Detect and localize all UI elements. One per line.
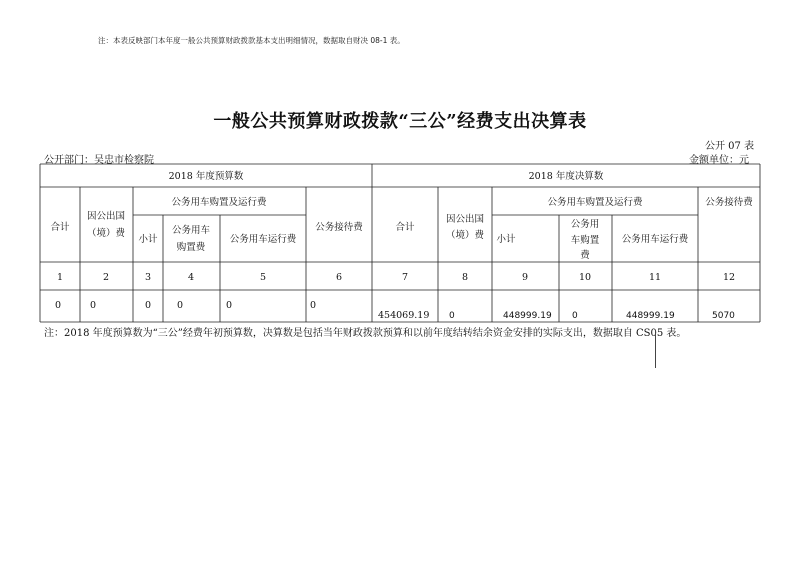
final-reception-header: 公务接待费 xyxy=(705,197,753,208)
final-purchase-header-line2: 车购置 xyxy=(570,235,600,246)
data-cell: 5070 xyxy=(712,311,735,321)
data-cell: 0 xyxy=(90,300,97,311)
final-purchase-header-line1: 公务用 xyxy=(570,219,600,230)
department-label: 公开部门：吴忠市检察院 xyxy=(44,155,154,166)
data-cell: 0 xyxy=(310,300,317,311)
budget-subtotal-header: 小计 xyxy=(138,234,158,245)
index-cell: 11 xyxy=(648,272,662,283)
budget-total-header: 合计 xyxy=(50,222,70,233)
data-cell: 0 xyxy=(449,311,455,321)
amount-unit-label: 金额单位：元 xyxy=(689,155,749,166)
form-number: 公开 07 表 xyxy=(705,141,755,152)
budget-purchase-header-line2: 购置费 xyxy=(176,242,206,253)
budget-vehicle-group-header: 公务用车购置及运行费 xyxy=(171,197,267,208)
index-cell: 5 xyxy=(259,272,267,283)
final-total-header: 合计 xyxy=(395,222,415,233)
budget-abroad-header-line1: 因公出国 xyxy=(86,211,126,222)
data-cell: 0 xyxy=(145,300,152,311)
index-cell: 7 xyxy=(401,272,409,283)
index-cell: 8 xyxy=(461,272,469,283)
budget-group-header: 2018 年度预算数 xyxy=(168,171,244,182)
final-vehicle-group-header: 公务用车购置及运行费 xyxy=(547,197,643,208)
bottom-note: 注：2018 年度预算数为“三公”经费年初预算数，决算数是包括当年财政拨款预算和以前年度结转结余资金安排的实际支出，数据取自 CS05 表。 xyxy=(44,328,687,339)
data-cell: 0 xyxy=(177,300,184,311)
index-cell: 1 xyxy=(56,272,64,283)
final-abroad-header-line2: （境）费 xyxy=(445,230,485,241)
budget-abroad-header-line2: （境）费 xyxy=(86,228,126,239)
data-cell: 0 xyxy=(55,300,62,311)
top-note: 注：本表反映部门本年度一般公共预算财政拨款基本支出明细情况，数据取自财决 08-1 表。 xyxy=(98,36,405,45)
data-cell: 448999.19 xyxy=(503,311,552,321)
budget-running-header: 公务用车运行费 xyxy=(229,234,297,245)
final-group-header: 2018 年度决算数 xyxy=(528,171,604,182)
final-subtotal-header: 小计 xyxy=(496,234,516,245)
data-cell: 454069.19 xyxy=(378,310,430,321)
index-cell: 6 xyxy=(335,272,343,283)
index-cell: 3 xyxy=(144,272,152,283)
index-cell: 4 xyxy=(187,272,195,283)
final-purchase-header-line3: 费 xyxy=(580,250,590,261)
index-cell: 9 xyxy=(521,272,529,283)
budget-reception-header: 公务接待费 xyxy=(315,222,363,233)
budget-purchase-header-line1: 公务用车 xyxy=(171,225,211,236)
index-cell: 12 xyxy=(722,272,736,283)
index-cell: 2 xyxy=(102,272,110,283)
data-cell: 0 xyxy=(572,311,578,321)
final-running-header: 公务用车运行费 xyxy=(621,234,689,245)
index-cell: 10 xyxy=(578,272,592,283)
data-cell: 0 xyxy=(226,300,233,311)
final-abroad-header-line1: 因公出国 xyxy=(445,214,485,225)
page-title: 一般公共预算财政拨款“三公”经费支出决算表 xyxy=(213,111,587,132)
data-cell: 448999.19 xyxy=(626,311,675,321)
vertical-mark xyxy=(655,330,656,368)
